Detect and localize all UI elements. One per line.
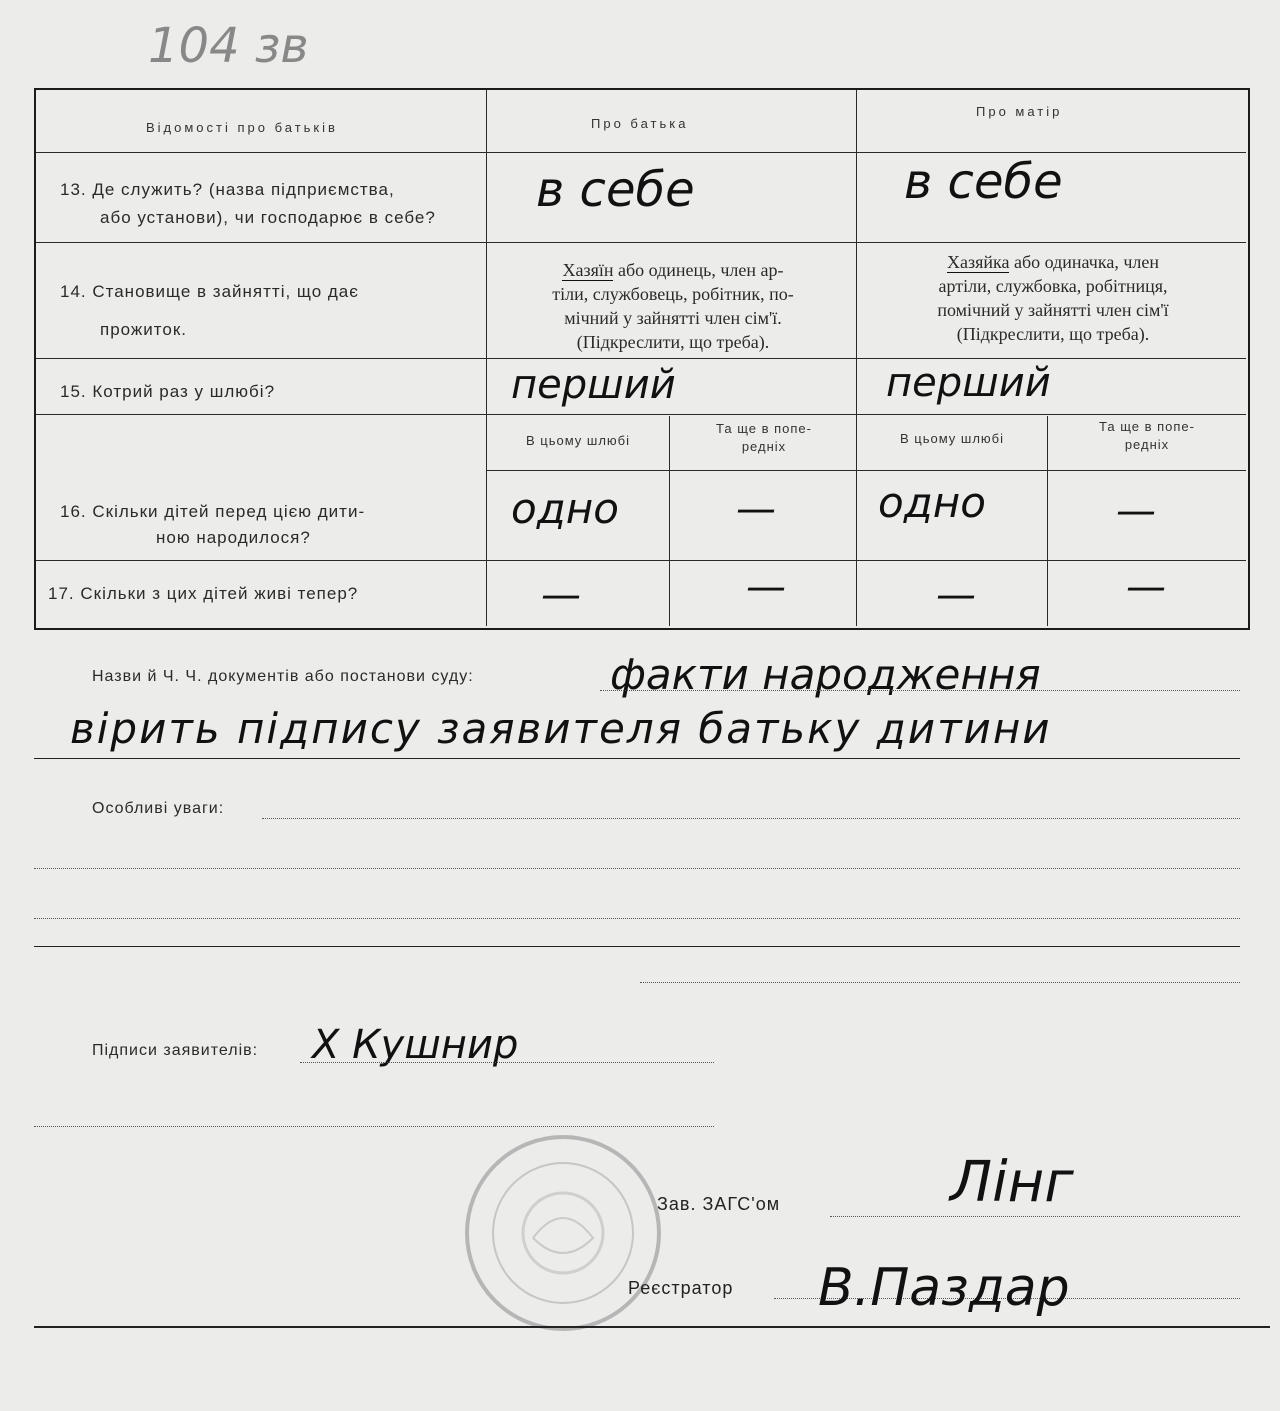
parents-info-table xyxy=(34,88,1250,630)
q16-mother-prev: — xyxy=(1116,488,1156,534)
q14-father-opt-l1: або одинець, член ар- xyxy=(613,260,784,280)
q16-line1: 16. Скільки дітей перед цією дити- xyxy=(60,502,366,521)
documents-line2: вірить підпису заявителя батьку дитини xyxy=(70,704,1052,753)
q13-line1: 13. Де служить? (назва підприємства, xyxy=(60,180,395,199)
header-mother: Про матір xyxy=(976,104,1063,119)
q14-mother-options xyxy=(868,250,1238,346)
q14-line1: 14. Становище в зайнятті, що дає xyxy=(60,282,359,301)
sub-mother-this-marriage: В цьому шлюбі xyxy=(899,431,1005,446)
sub-father-prev-marriages xyxy=(672,420,856,456)
q14-mother-opt-l1: або одиначка, член xyxy=(1009,252,1159,272)
q17-question: 17. Скільки з цих дітей живі тепер? xyxy=(48,584,359,603)
applicants-signature: Х Кушнир xyxy=(312,1022,519,1068)
sub-father-prev-l1: Та ще в попе- xyxy=(716,421,812,436)
q13-line2: або установи), чи господарює в себе? xyxy=(100,208,436,227)
q13-father-answer: в себе xyxy=(536,162,695,218)
q15-father-answer: перший xyxy=(511,362,676,408)
q17-father-this: — xyxy=(541,572,581,618)
corner-page-note: 104 зв xyxy=(148,18,309,74)
sub-mother-prev-l1: Та ще в попе- xyxy=(1099,419,1195,434)
q14-father-opt-l4: (Підкреслити, що треба). xyxy=(576,332,770,352)
q14-line2: прожиток. xyxy=(100,320,188,339)
sub-mother-prev-marriages xyxy=(1049,418,1245,454)
q14-mother-opt-l3: помічний у зайнятті член сім'ї xyxy=(937,300,1169,320)
q16-line2: ною народилося? xyxy=(156,528,311,547)
q16-father-this: одно xyxy=(511,484,619,533)
q14-father-opt-l3: мічний у зайнятті член сім'ї. xyxy=(564,308,782,328)
q14-father-options xyxy=(498,258,848,354)
sub-mother-prev-l2: редніх xyxy=(1124,437,1170,452)
header-father: Про батька xyxy=(591,116,689,131)
q17-mother-this: — xyxy=(936,572,976,618)
q15-mother-answer: перший xyxy=(886,360,1051,406)
remarks-label: Особливі уваги: xyxy=(92,800,225,817)
q17-father-prev: — xyxy=(746,564,786,610)
q15-question: 15. Котрий раз у шлюбі? xyxy=(60,382,276,401)
head-registry-label: Зав. ЗАГС'ом xyxy=(657,1194,781,1214)
applicants-signature-label: Підписи заявителів: xyxy=(92,1042,259,1059)
sub-father-this-marriage: В цьому шлюбі xyxy=(525,433,631,448)
documents-label: Назви й Ч. Ч. документів або постанови суду: xyxy=(92,668,474,685)
documents-line1: факти народження xyxy=(610,650,1041,699)
q14-father-underlined: Хазяїн xyxy=(562,260,614,280)
q17-mother-prev: — xyxy=(1126,564,1166,610)
q16-mother-this: одно xyxy=(878,478,986,527)
head-registry-signature: Лінг xyxy=(950,1150,1074,1215)
q16-father-prev: — xyxy=(736,486,776,532)
q14-father-opt-l2: тіли, службовець, робітник, по- xyxy=(552,284,794,304)
header-parents-info: Відомості про батьків xyxy=(146,120,338,135)
registrar-label: Реєстратор xyxy=(628,1278,734,1298)
q14-mother-underlined: Хазяйка xyxy=(947,252,1010,272)
q14-mother-opt-l4: (Підкреслити, що треба). xyxy=(956,324,1150,344)
q14-mother-opt-l2: артіли, службовка, робітниця, xyxy=(938,276,1168,296)
official-stamp xyxy=(458,1128,668,1338)
q13-mother-answer: в себе xyxy=(904,154,1063,210)
registrar-signature: В.Паздар xyxy=(818,1258,1070,1318)
sub-father-prev-l2: редніх xyxy=(741,439,787,454)
